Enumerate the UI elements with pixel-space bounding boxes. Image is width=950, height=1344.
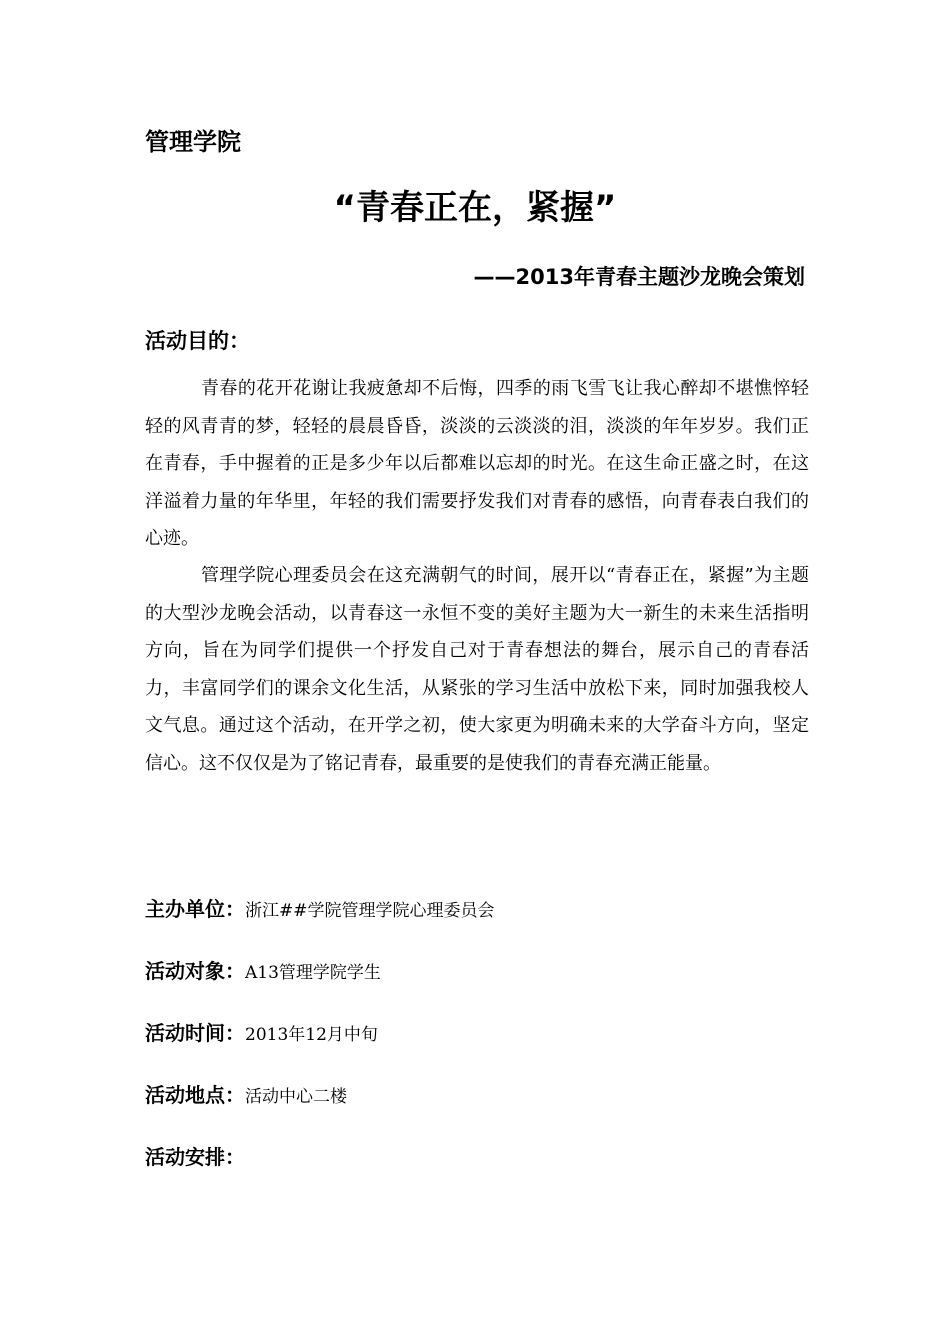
page-subtitle: ——2013年青春主题沙龙晚会策划 (473, 265, 805, 289)
place-value: 活动中心二楼 (245, 1087, 347, 1107)
page-title: “青春正在，紧握” (333, 188, 617, 228)
organizer-value: 浙江##学院管理学院心理委员会 (245, 901, 495, 921)
time-row (145, 1017, 378, 1052)
purpose-heading: 活动目的： (145, 329, 250, 353)
organizer-row (145, 893, 495, 928)
time-value: 2013年12月中旬 (245, 1025, 378, 1045)
organizer-label: 主办单位： (145, 897, 245, 921)
audience-value: A13管理学院学生 (245, 963, 381, 983)
place-row (145, 1079, 347, 1114)
audience-row (145, 955, 381, 990)
schedule-label: 活动安排： (145, 1145, 245, 1169)
purpose-paragraph-2: 管理学院心理委员会在这充满朝气的时间，展开以“青春正在，紧握”为主题的大型沙龙晚会活动，以青春这一永恒不变的美好主题为大一新生的未来生活指明方向，旨在为同学们提供一个抒发自己对于青春想法的舞台，展示自己的青春活力，丰富同学们的课余文化生活，从紧张的学习生活中放松下来，同时加强我校人文气息。通过这个活动，在开学之初，使大家更为明确未来的大学奋斗方向，坚定信心。这不仅仅是为了铭记青春，最重要的是使我们的青春充满正能量。 (145, 565, 809, 774)
purpose-paragraph-1: 青春的花开花谢让我疲惫却不后悔，四季的雨飞雪飞让我心醉却不堪憔悴轻轻的风青青的梦，轻轻的晨晨昏昏，淡淡的云淡淡的泪，淡淡的年年岁岁。我们正在青春，手中握着的正是多少年以后都难以忘却的时光。在这生命正盛之时，在这洋溢着力量的年华里，年轻的我们需要抒发我们对青春的感悟，向青春表白我们的心迹。 (145, 378, 809, 549)
place-label: 活动地点： (145, 1083, 245, 1107)
schedule-row (145, 1141, 245, 1176)
college-name: 管理学院 (145, 128, 241, 156)
audience-label: 活动对象： (145, 959, 245, 983)
time-label: 活动时间： (145, 1021, 245, 1045)
